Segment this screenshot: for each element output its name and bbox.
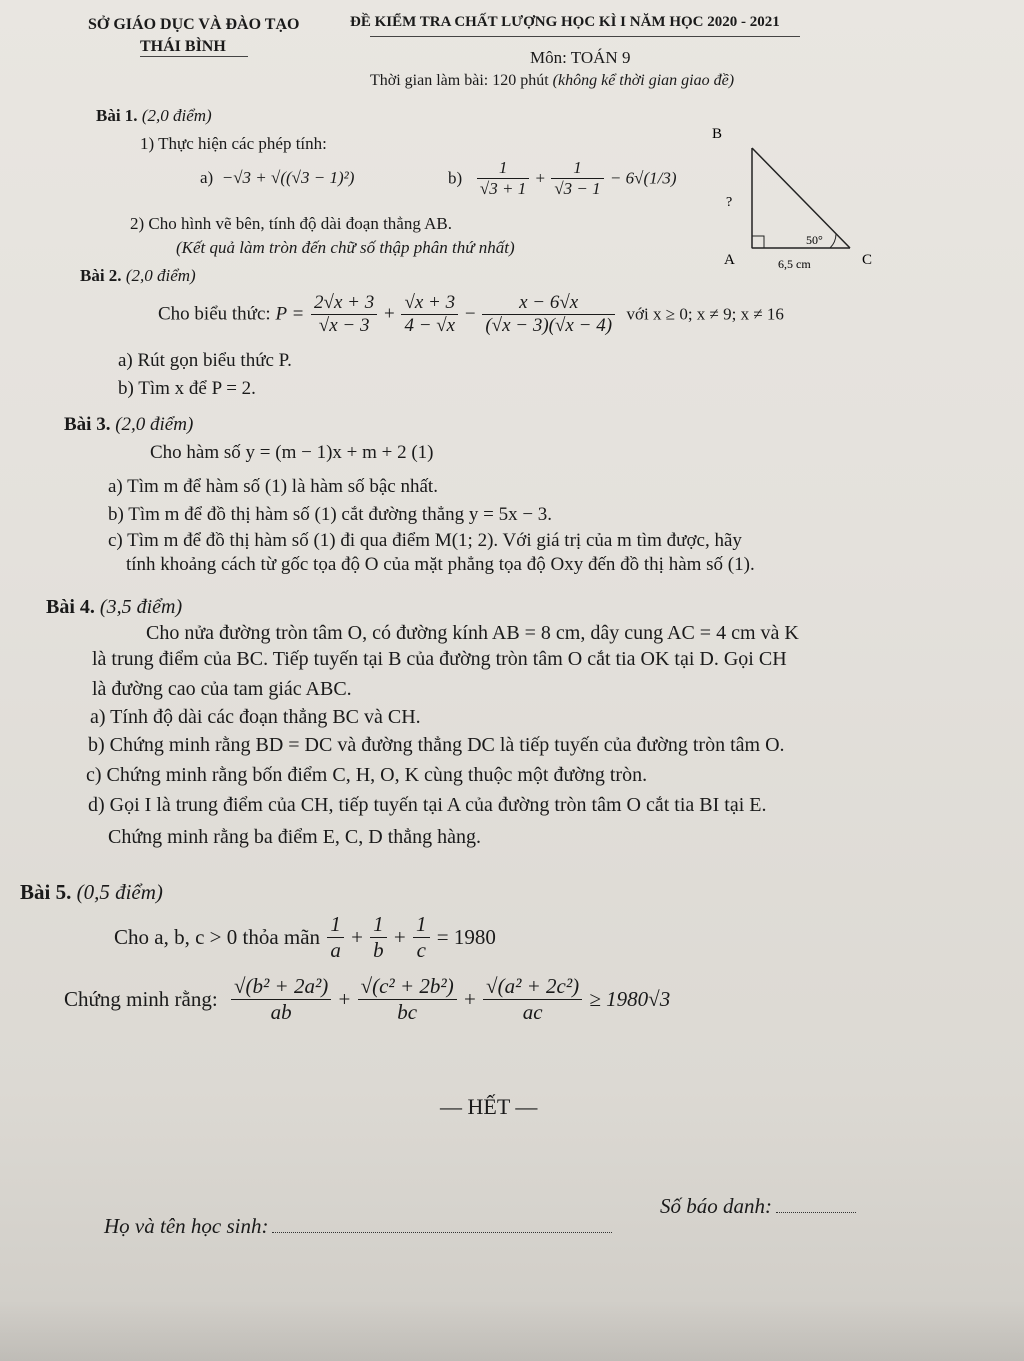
page-shadow: [0, 1300, 1024, 1361]
bai1-part2: 2) Cho hình vẽ bên, tính độ dài đoạn thẳng AB.: [130, 214, 453, 233]
label-a: A: [724, 252, 735, 268]
right-angle-mark: [752, 236, 764, 248]
bai2-condition: với x ≥ 0; x ≠ 9; x ≠ 16: [626, 304, 784, 324]
department-header: [88, 14, 299, 58]
label-q: ?: [726, 195, 733, 210]
bai1-b: b) $\frac{1}{√3 + 1}$ + $\frac{1}{√3 - 1}$ − 6√(1/3): [448, 158, 677, 198]
bai2-heading: Bài 2. (2,0 điểm): [80, 266, 196, 285]
time-label: Thời gian làm bài: 120 phút: [370, 72, 549, 89]
bai5-heading: Bài 5. (0,5 điểm): [20, 880, 163, 904]
bai4-l2: là trung điểm của BC. Tiếp tuyến tại B của đường tròn tâm O cắt tia OK tại D. Gọi CH: [92, 648, 787, 670]
angle-arc: [830, 234, 836, 248]
bai3-a: a) Tìm m để hàm số (1) là hàm số bậc nhất.: [108, 476, 438, 497]
bai3-heading: Bài 3. (2,0 điểm): [64, 414, 194, 435]
bai2-expression: Cho biểu thức: P = $\frac{2√x + 3}{√x - 3}$ + $\frac{√x + 3}{4 - √x}$ − $\frac{x - 6√x}{(√x - 3)(√x - 4)}$ với x ≥ 0; x ≠ 9; x ≠ 16: [158, 292, 784, 336]
bai2-b: b) Tìm x để P = 2.: [118, 378, 256, 399]
header-underline-left: [140, 56, 248, 57]
candidate-number-field: Số báo danh:: [660, 1194, 856, 1219]
exam-title: ĐỀ KIỂM TRA CHẤT LƯỢNG HỌC KÌ I NĂM HỌC 2020 - 2021: [350, 14, 780, 30]
bai1-part2-note: (Kết quả làm tròn đến chữ số thập phân thứ nhất): [176, 238, 515, 257]
bai3-c2: tính khoảng cách từ gốc tọa độ O của mặt phẳng tọa độ Oxy đến đồ thị hàm số (1).: [126, 554, 755, 575]
time-note: (không kể thời gian giao đề): [552, 72, 735, 89]
bai4-l3: là đường cao của tam giác ABC.: [92, 678, 352, 700]
label-c: C: [862, 252, 873, 268]
label-angle: 50°: [806, 233, 823, 247]
bai1-part1: 1) Thực hiện các phép tính:: [140, 134, 327, 153]
bai1-heading: Bài 1. (2,0 điểm): [96, 106, 212, 125]
label-b: B: [712, 126, 723, 142]
bai1-a-expr: −√3 + √((√3 − 1)²): [221, 168, 355, 187]
end-marker: — HẾT —: [440, 1094, 538, 1119]
department-line2: THÁI BÌNH: [140, 38, 226, 55]
subject-line: Môn: TOÁN 9: [530, 48, 631, 67]
bai4-c: c) Chứng minh rằng bốn điểm C, H, O, K cùng thuộc một đường tròn.: [86, 764, 648, 786]
label-side: 6,5 cm: [778, 257, 811, 270]
student-name-field: Họ và tên học sinh:: [104, 1214, 612, 1239]
bai4-a: a) Tính độ dài các đoạn thẳng BC và CH.: [90, 706, 421, 728]
bai3-c1: c) Tìm m để đồ thị hàm số (1) đi qua điểm M(1; 2). Với giá trị của m tìm được, hãy: [108, 530, 742, 551]
bai3-intro: Cho hàm số y = (m − 1)x + m + 2 (1): [150, 442, 434, 463]
bai1-a: a) −√3 + √((√3 − 1)²): [200, 168, 355, 187]
bai4-d1: d) Gọi I là trung điểm của CH, tiếp tuyến tại A của đường tròn tâm O cắt tia BI tại E.: [88, 794, 767, 816]
bai4-l1: Cho nửa đường tròn tâm O, có đường kính AB = 8 cm, dây cung AC = 4 cm và K: [146, 622, 799, 644]
triangle-figure: [712, 120, 892, 270]
side-bc: [752, 148, 850, 248]
bai5-inequality: Chứng minh rằng: $\frac{\text{√(b² + 2a²)}}{ab}$ + $\frac{\text{√(c² + 2b²)}}{bc}$ + $\frac{\text{√(a² + 2c²)}}{ac}$ ≥ 1980√3: [64, 974, 671, 1024]
bai4-b: b) Chứng minh rằng BD = DC và đường thẳng DC là tiếp tuyến của đường tròn tâm O.: [88, 734, 785, 756]
department-line1: SỞ GIÁO DỤC VÀ ĐÀO TẠO: [88, 16, 300, 33]
bai4-d2: Chứng minh rằng ba điểm E, C, D thẳng hàng.: [108, 826, 482, 848]
bai5-condition: Cho a, b, c > 0 thỏa mãn $\frac{1}{a}$ + $\frac{1}{b}$ + $\frac{1}{c}$ = 1980: [114, 912, 496, 962]
bai3-b: b) Tìm m để đồ thị hàm số (1) cắt đường thẳng y = 5x − 3.: [108, 504, 553, 525]
time-line: [370, 72, 734, 90]
header-underline-right: [370, 36, 800, 37]
bai2-a: a) Rút gọn biểu thức P.: [118, 350, 292, 371]
bai4-heading: Bài 4. (3,5 điểm): [46, 596, 183, 618]
